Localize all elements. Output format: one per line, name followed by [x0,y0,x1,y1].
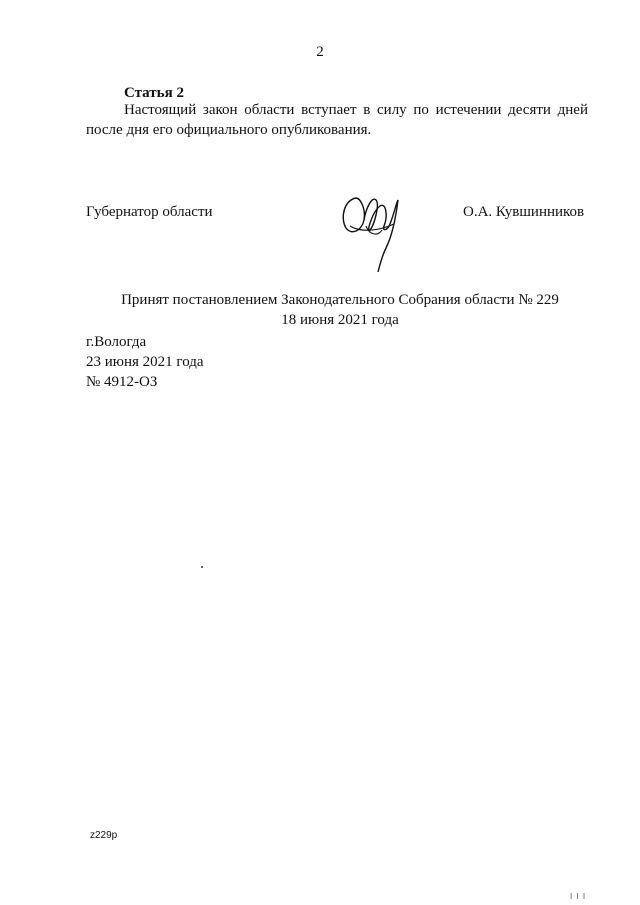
place-date-block [86,332,204,392]
article-line-1-text: Настоящий закон области вступает в силу по истечении десяти дней [124,102,588,118]
adoption-line-1: Принят постановлением Законодательного Собрания области № 229 [121,292,559,308]
city: г.Вологда [86,334,147,350]
stray-mark [201,566,203,568]
sign-date: 23 июня 2021 года [86,354,204,370]
article-body [86,100,588,140]
article-line-1 [86,100,588,120]
article-title: Статья 2 [124,85,184,101]
article-line-2: после дня его официального опубликования. [86,122,372,138]
signatory-position: Губернатор области [86,204,213,220]
adoption-line-2: 18 июня 2021 года [281,312,399,328]
document-code: z229p [90,830,118,841]
adoption-note [0,290,640,330]
signature-image [336,186,414,274]
signatory-name: О.А. Кувшинников [463,204,585,220]
page-number: 2 [316,44,324,60]
corner-mark: I I I [570,892,587,901]
law-number: № 4912-ОЗ [86,374,158,390]
